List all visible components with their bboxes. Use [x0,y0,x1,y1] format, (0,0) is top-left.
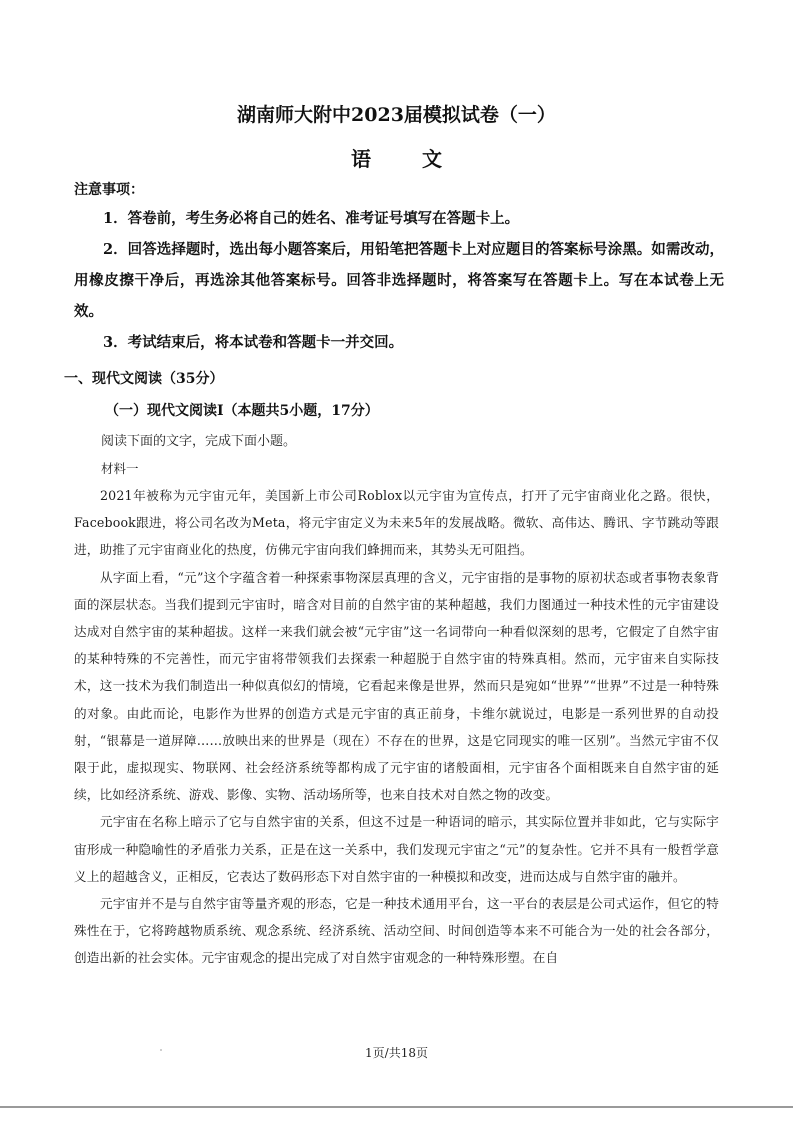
page-number: 1页/共18页 [365,1046,428,1060]
passage-paragraph-4: 元宇宙并不是与自然宇宙等量齐观的形态，它是一种技术通用平台，这一平台的表层是公司式运作，但它的特殊性在于，它将跨越物质系统、观念系统、经济系统、活动空间、时间创造等本来不可能合为一处的社会各部分，创造出新的社会实体。元宇宙观念的提出完成了对自然宇宙观念的一种特殊形塑。在自 [74,896,719,966]
note-item-2: 2．回答选择题时，选出每小题答案后，用铅笔把答题卡上对应题目的答案标号涂黑。如需改动，用橡皮擦干净后，再选涂其他答案标号。回答非选择题时，将答案写在答题卡上。写在本试卷上无效。 [74,241,724,320]
page-bottom-edge [0,1106,793,1108]
note-item-1: 1．答卷前，考生务必将自己的姓名、准考证号填写在答题卡上。 [103,210,520,227]
exam-title: 湖南师大附中2023届模拟试卷（一） [237,104,556,126]
material-label: 材料一 [101,461,139,476]
reading-instruction: 阅读下面的文字，完成下面小题。 [101,434,297,449]
passage-paragraph-2: 从字面上看，“元”这个字蕴含着一种探索事物深层真理的含义，元宇宙指的是事物的原初状态或者事物表象背面的深层状态。当我们提到元宇宙时，暗含对目前的自然宇宙的某种超越，我们力图通过一种技术性的元宇宙建设达成对自然宇宙的某种超拔。这样一来我们就会被“元宇宙”这一名词带向一种看似深刻的思考，它假定了自然宇宙的某种特殊的不完善性，而元宇宙将带领我们去探索一种超脱于自然宇宙的特殊真相。然而，元宇宙来自实际技术，这一技术为我们制造出一种似真似幻的情境，它看起来像是世界，然而只是宛如“世界”“世界”不过是一种特殊的对象。由此而论，电影作为世界的创造方式是元宇宙的真正前身，卡维尔就说过，电影是一系列世界的自动投射，“银幕是一道屏障……放映出来的世界是（现在）不存在的世界，这是它同现实的唯一区别”。当然元宇宙不仅限于此，虚拟现实、物联网、社会经济系统等都构成了元宇宙的诸般面相，元宇宙各个面相既来自自然宇宙的延续，比如经济系统、游戏、影像、实物、活动场所等，也来自技术对自然之物的改变。 [74,569,719,803]
note-item-3: 3．考试结束后，将本试卷和答题卡一并交回。 [103,334,404,351]
notes-heading: 注意事项： [74,182,144,198]
notes-block [74,177,724,358]
passage-paragraph-1: 2021年被称为元宇宙元年，美国新上市公司Roblox以元宇宙为宣传点，打开了元宇宙商业化之路。很快，Facebook跟进，将公司名改为Meta，将元宇宙定义为未来5年的发展战略。微软、高伟达、腾讯、字节跳动等跟进，助推了元宇宙商业化的热度，仿佛元宇宙向我们蜂拥而来，其势头无可阻挡。 [74,488,719,558]
passage-body [74,482,719,972]
subsection-heading: （一）现代文阅读Ⅰ（本题共5小题，17分） [105,403,379,419]
section-heading: 一、现代文阅读（35分） [64,371,224,387]
subject-title: 语 文 [351,147,464,171]
passage-paragraph-3: 元宇宙在名称上暗示了它与自然宇宙的关系，但这不过是一种语词的暗示，其实际位置并非如此，它与实际宇宙形成一种隐喻性的矛盾张力关系，正是在这一关系中，我们发现元宇宙之“元”的复杂性。它并不具有一般哲学意义上的超越含义，正相反，它表达了数码形态下对自然宇宙的一种模拟和改变，进而达成与自然宇宙的融并。 [74,814,719,884]
